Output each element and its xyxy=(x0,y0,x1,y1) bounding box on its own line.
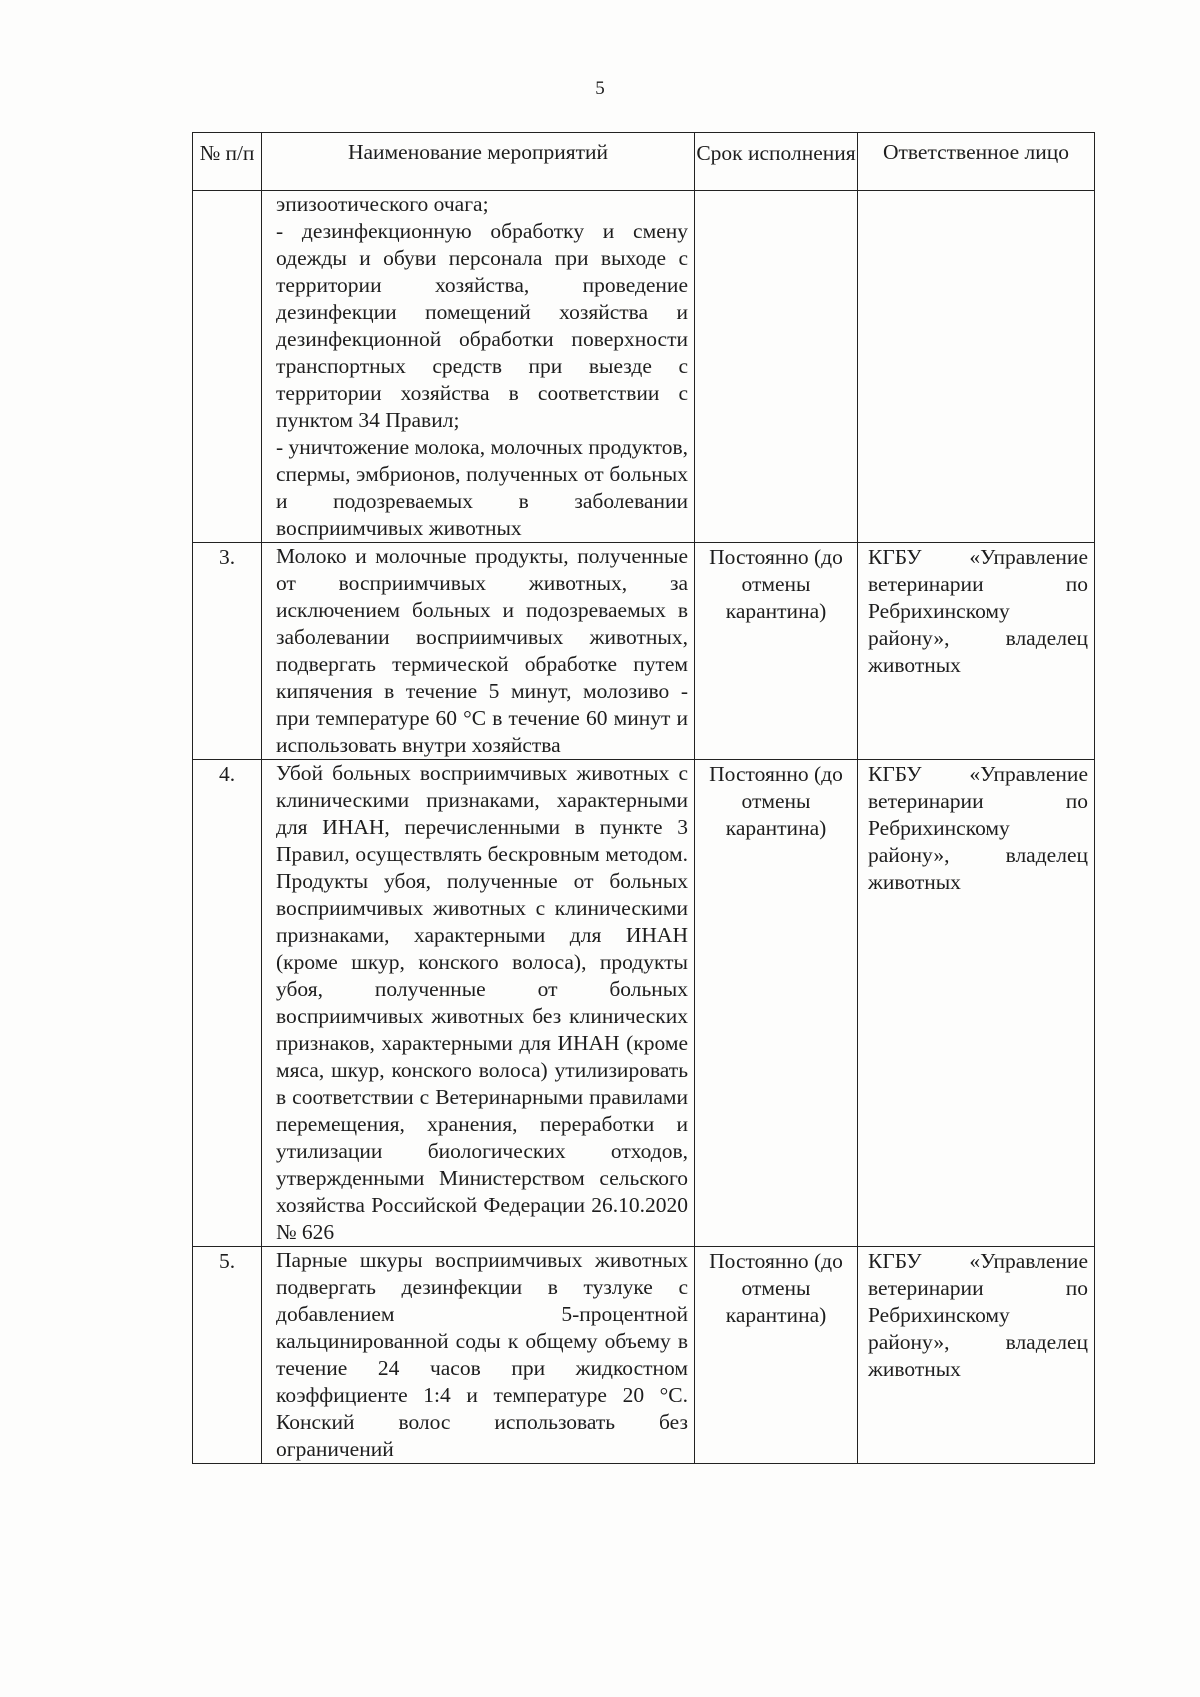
row-name xyxy=(262,543,695,760)
header-responsible: Ответственное лицо xyxy=(858,133,1095,191)
row-term: Постоянно (до отмены карантина) xyxy=(695,1247,858,1464)
row-name-text: Парные шкуры восприимчивых животных подвергать дезинфекции в тузлуке с добавлением 5-процентной кальцинированной соды к общему объему в течение 24 часов при жидкостном коэффициенте 1:4 и температуре 20 °С. Конский волос использовать без ограничений xyxy=(276,1248,688,1461)
row-term: Постоянно (до отмены карантина) xyxy=(695,760,858,1247)
header-term: Срок исполнения xyxy=(695,133,858,191)
table-row-continuation xyxy=(193,191,1095,543)
row-name xyxy=(262,760,695,1247)
row-name-cell xyxy=(262,191,695,543)
row-responsible: КГБУ «Управление ветеринарии по Ребрихинскому району», владелец животных xyxy=(858,1247,1095,1464)
row-responsible: КГБУ «Управление ветеринарии по Ребрихинскому району», владелец животных xyxy=(858,760,1095,1247)
row-num-cell xyxy=(193,191,262,543)
row-term-cell xyxy=(695,191,858,543)
row-responsible: КГБУ «Управление ветеринарии по Ребрихинскому району», владелец животных xyxy=(858,543,1095,760)
row-name-text: Убой больных восприимчивых животных с клиническими признаками, характерными для ИНАН, перечисленными в пункте 3 Правил, осуществлять бескровным методом. Продукты убоя, полученные от больных восприимчивых животных с клиническими признаками, характерными для ИНАН (кроме шкур, конского волоса), продукты убоя, полученные от больных восприимчивых животных без клинических признаков, характерными для ИНАН (кроме мяса, шкур, конского волоса) утилизировать в соответствии с Ветеринарными правилами перемещения, хранения, переработки и утилизации биологических отходов, утвержденными Министерством сельского хозяйства Российской Федерации 26.10.2020 № 626 xyxy=(276,761,688,1244)
row-name-text: Молоко и молочные продукты, полученные от восприимчивых животных, за исключением больных и подозреваемых в заболевании восприимчивых животных, подвергать термической обработке путем кипячения в течение 5 минут, молозиво - при температуре 60 °С в течение 60 минут и использовать внутри хозяйства xyxy=(276,544,688,757)
page-number: 5 xyxy=(595,78,605,99)
row-num: 3. xyxy=(193,543,262,760)
measures-table xyxy=(192,132,1095,1464)
table-row xyxy=(193,760,1095,1247)
table-row xyxy=(193,1247,1095,1464)
continuation-line: - уничтожение молока, молочных продуктов, спермы, эмбрионов, полученных от больных и подозреваемых в заболевании восприимчивых животных xyxy=(276,435,688,540)
row-responsible-cell xyxy=(858,191,1095,543)
row-term: Постоянно (до отмены карантина) xyxy=(695,543,858,760)
table-header-row xyxy=(193,133,1095,191)
table-row xyxy=(193,543,1095,760)
row-num: 5. xyxy=(193,1247,262,1464)
row-num: 4. xyxy=(193,760,262,1247)
row-name xyxy=(262,1247,695,1464)
continuation-line: эпизоотического очага; xyxy=(276,192,489,216)
header-num: № п/п xyxy=(193,133,262,191)
continuation-line: - дезинфекционную обработку и смену одежды и обуви персонала при выходе с территории хозяйства, проведение дезинфекции помещений хозяйства и дезинфекционной обработки поверхности транспортных средств при выезде с территории хозяйства в соответствии с пунктом 34 Правил; xyxy=(276,219,688,432)
header-name: Наименование мероприятий xyxy=(262,133,695,191)
